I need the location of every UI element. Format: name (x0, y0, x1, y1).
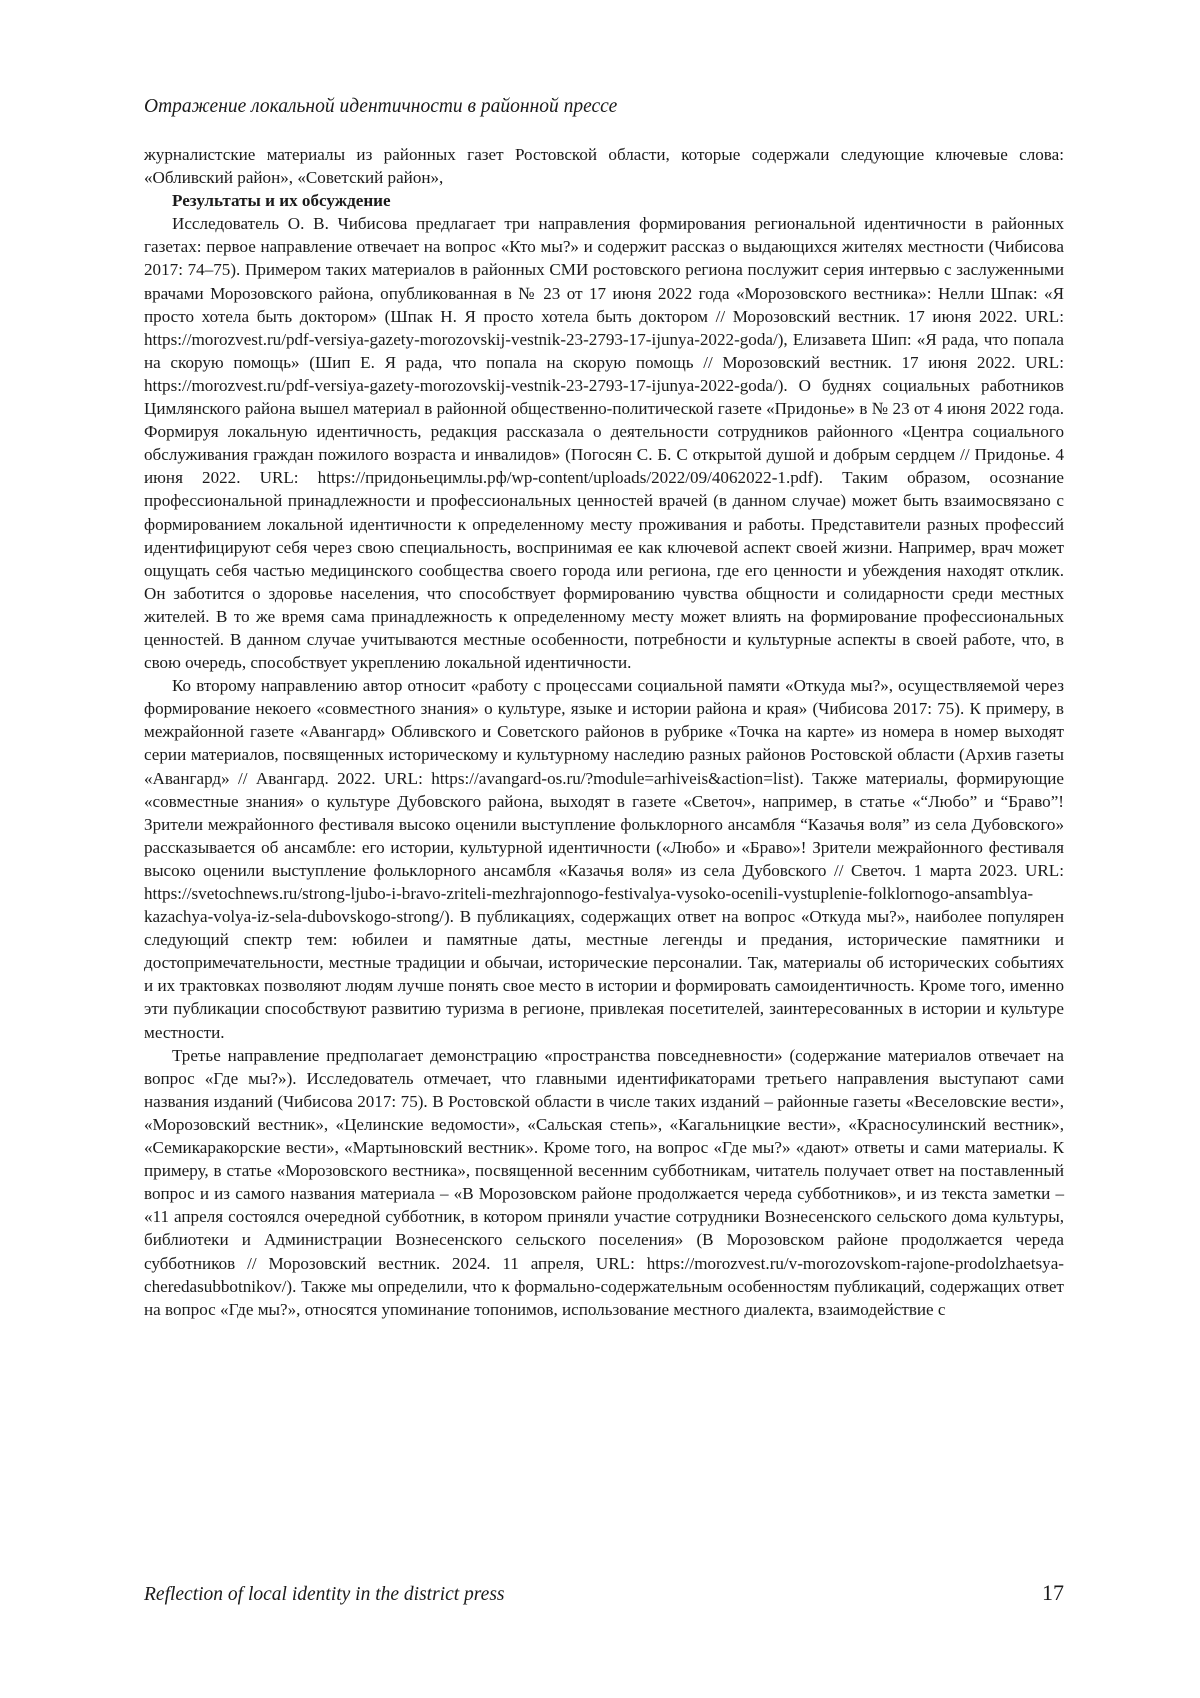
paragraph-first-direction: Исследователь О. В. Чибисова предлагает три направления формирования региональной идентичности в районных газетах: первое направление отвечает на вопрос «Кто мы?» и содержит рассказ о выдающихся жителях местности (Чибисова 2017: 74–75). Примером таких материалов в районных СМИ ростовского региона послужит серия интервью с заслуженными врачами Морозовского района, опубликованная в № 23 от 17 июня 2022 года «Морозовского вестника»: Нелли Шпак: «Я просто хотела быть доктором» (Шпак Н. Я просто хотела быть доктором // Морозовский вестник. 17 июня 2022. URL: https://morozvest.ru/pdf-versiya-gazety-morozovskij-vestnik-23-2793-17-ijunya-2022-goda/), Елизавета Шип: «Я рада, что попала на скорую помощь» (Шип Е. Я рада, что попала на скорую помощь // Морозовский вестник. 17 июня 2022. URL: https://morozvest.ru/pdf-versiya-gazety-morozovskij-vestnik-23-2793-17-ijunya-2022-goda/). О буднях социальных работников Цимлянского района вышел материал в районной общественно-политической газете «Придонье» в № 23 от 4 июня 2022 года. Формируя локальную идентичность, редакция рассказала о деятельности сотрудников районного «Центра социального обслуживания граждан пожилого возраста и инвалидов» (Погосян С. Б. С открытой душой и добрым сердцем // Придонье. 4 июня 2022. URL: https://придоньецимлы.рф/wp-content/uploads/2022/09/4062022-1.pdf). Таким образом, осознание профессиональной принадлежности и профессиональных ценностей врачей (в данном случае) может быть взаимосвязано с формированием локальной идентичности к определенному месту проживания и работы. Представители разных профессий идентифицируют себя через свою специальность, воспринимая ее как ключевой аспект своей жизни. Например, врач может ощущать себя частью медицинского сообщества своего города или региона, где его ценности и убеждения находят отклик. Он заботится о здоровье населения, что способствует формированию чувства общности и солидарности среди местных жителей. В то же время сама принадлежность к определенному месту может влиять на формирование профессиональных ценностей. В данном случае учитываются местные особенности, потребности и культурные аспекты в своей работе, что, в свою очередь, способствует укреплению локальной идентичности. (144, 214, 1064, 673)
paragraph-third-direction: Третье направление предполагает демонстрацию «пространства повседневности» (содержание материалов отвечает на вопрос «Где мы?»). Исследователь отмечает, что главными идентификаторами третьего направления выступают сами названия изданий (Чибисова 2017: 75). В Ростовской области в числе таких изданий – районные газеты «Веселовские вести», «Морозовский вестник», «Целинские ведомости», «Сальская степь», «Кагальницкие вести», «Красносулинский вестник», «Семикаракорские вести», «Мартыновский вестник». Кроме того, на вопрос «Где мы?» «дают» ответы и сами материалы. К примеру, в статье «Морозовского вестника», посвященной весенним субботникам, читатель получает ответ на поставленный вопрос и из самого названия материала – «В Морозовском районе продолжается череда субботников», и из текста заметки – «11 апреля состоялся очередной субботник, в котором приняли участие сотрудники Вознесенского сельского дома культуры, библиотеки и Администрации Вознесенского сельского поселения» (В Морозовском районе продолжается череда субботников // Морозовский вестник. 2024. 11 апреля, URL: https://morozvest.ru/v-morozovskom-rajone-prodolzhaetsya-cheredasubbotnikov/). Также мы определили, что к формально-содержательным особенностям публикаций, содержащих ответ на вопрос «Где мы?», относятся упоминание топонимов, использование местного диалекта, взаимодействие с (144, 1045, 1064, 1319)
running-footer-title: Reflection of local identity in the district press (144, 1584, 505, 1605)
running-header: Отражение локальной идентичности в районной прессе (144, 96, 618, 117)
page-number: 17 (1042, 1580, 1064, 1605)
paragraph-second-direction: Ко второму направлению автор относит «работу с процессами социальной памяти «Откуда мы?», осуществляемой через формирование некоего «совместного знания» о культуре, языке и истории района и края» (Чибисова 2017: 75). К примеру, в межрайонной газете «Авангард» Обливского и Советского районов в рубрике «Точка на карте» из номера в номер выходят серии материалов, посвященных историческому и культурному наследию разных районов Ростовской области (Архив газеты «Авангард» // Авангард. 2022. URL: https://avangard-os.ru/?module=arhiveis&action=list). Также материалы, формирующие «совместные знания» о культуре Дубовского района, выходят в газете «Светоч», например, в статье «“Любо” и “Браво”! Зрители межрайонного фестиваля высоко оценили выступление фольклорного ансамбля “Казачья воля” из села Дубовского» рассказывается об ансамбле: его истории, культурной идентичности («Любо» и «Браво»! Зрители межрайонного фестиваля высоко оценили выступление фольклорного ансамбля «Казачья воля» из села Дубовского // Светоч. 1 марта 2023. URL: https://svetochnews.ru/strong-ljubo-i-bravo-zriteli-mezhrajonnogo-festivalya-vysoko-ocenili-vystuplenie-folklornogo-ansamblya-kazachya-volya-iz-sela-dubovskogo-strong/). В публикациях, содержащих ответ на вопрос «Откуда мы?», наиболее популярен следующий спектр тем: юбилеи и памятные даты, местные легенды и предания, исторические памятники и достопримечательности, местные традиции и обычаи, исторические персоналии. Так, материалы об исторических событиях и их трактовках позволяют людям лучше понять свое место в истории и формировать самоидентичность. Кроме того, именно эти публикации способствуют развитию туризма в регионе, привлекая посетителей, заинтересованных в истории и культуре местности. (144, 676, 1064, 1042)
paragraph-intro-continuation: журналистские материалы из районных газет Ростовской области, которые содержали следующие ключевые слова: «Обливский район», «Советский район», (144, 145, 1064, 188)
section-heading: Результаты и их обсуждение (172, 191, 391, 211)
article-body (144, 143, 1064, 1321)
page-footer (144, 1580, 1064, 1606)
